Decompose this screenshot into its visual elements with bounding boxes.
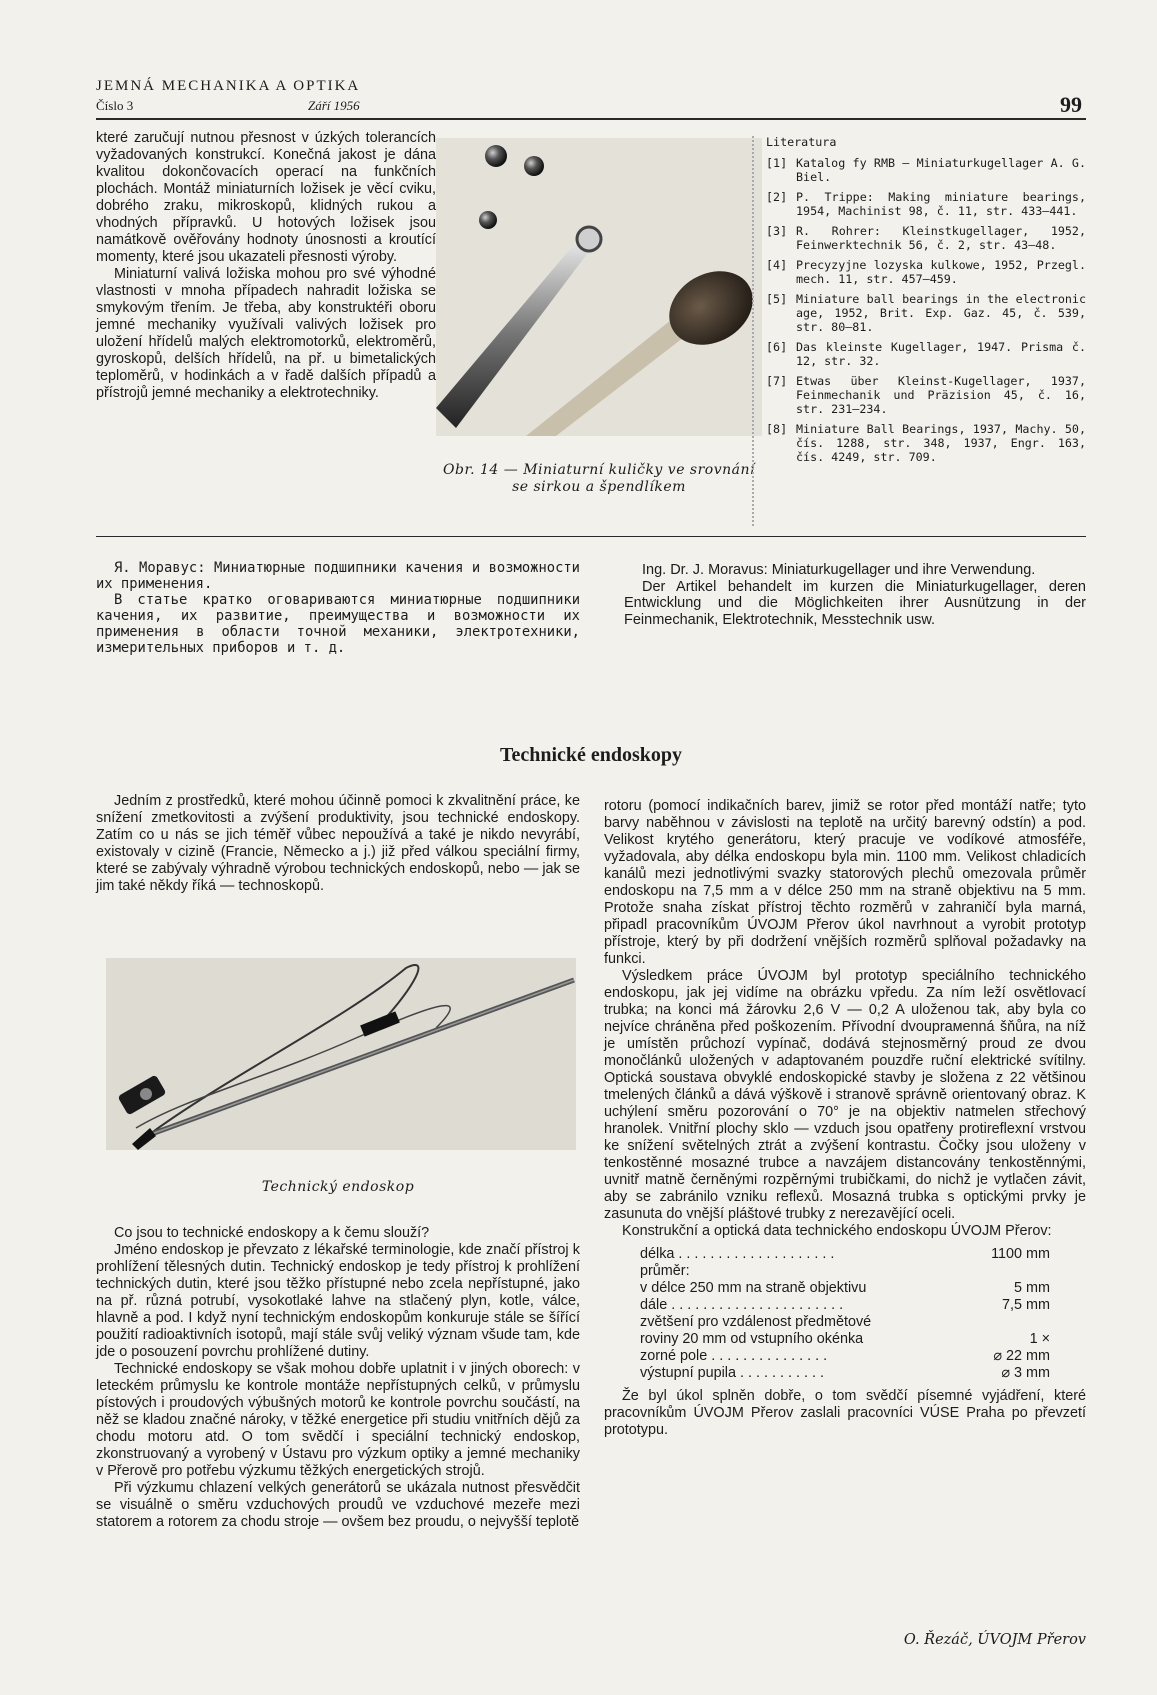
summary-de-body: Der Artikel behandelt im kurzen die Miniaturkugellager, deren Entwicklung und die Möglichkeiten ihrer Ausnützung in der Feinmechanik, Elektrotechnik, Messtechnik usw.	[624, 578, 1086, 628]
reference-item: [8] Miniature Ball Bearings, 1937, Machy. 50, čís. 1288, str. 348, 1937, Engr. 163, čís. 4249, str. 709.	[766, 422, 1086, 464]
page-number: 99	[1060, 92, 1082, 117]
spec-row: roviny 20 mm od vstupního okénka 1 ×	[640, 1331, 1050, 1347]
reference-item: [6] Das kleinste Kugellager, 1947. Prisma č. 12, str. 32.	[766, 340, 1086, 368]
issue-date: Září 1956	[308, 98, 360, 113]
photo-technical-endoscope	[106, 958, 576, 1150]
figure-caption-14: Obr. 14 — Miniaturní kuličky ve srovnání se sirkou a špendlíkem	[443, 462, 755, 495]
article2-left-para-3: Technické endoskopy se však mohou dobře uplatnit i v jiných oborech: v leteckém průmyslu ke kontrole montáže nepřístupných celků, v průmyslu pístových i proudových výbušných motorů ke kontrole povrchu součástí, na něž se kladou značné nároky, v těžké energetice při studiu vnitřních dějů za chodu motoru atd. O tom svědčí i speciální technický endoskop, zkonstruovaný a vyrobený v Ústavu pro výzkum optiky a jemné mechaniky v Přerově pro potřebu výzkumu těžkých energetických strojů.	[96, 1361, 580, 1479]
article2-left-para-4: Při výzkumu chlazení velkých generátorů se ukázala nutnost přesvědčit se visuálně o směru vzduchových proudů ve vzduchové mezeře mezi statorem a rotorem za chodu stroje — ovšem bez proudu, o nejvyšší teplotě	[96, 1480, 580, 1530]
summary-russian	[96, 560, 580, 656]
reference-item: [7] Etwas über Kleinst-Kugellager, 1937, Feinmechanik und Präzision 45, č. 16, str. 231—234.	[766, 374, 1086, 416]
figure-caption-endoscope: Technický endoskop	[261, 1179, 415, 1195]
article1-column	[96, 130, 436, 402]
column-separator	[752, 136, 754, 526]
article2-title: Technické endoskopy	[499, 744, 683, 766]
issue-number: Číslo 3	[96, 98, 134, 113]
spec-row: průměr:	[640, 1263, 690, 1279]
spec-row: zorné pole . . . . . . . . . . . . . . . ⌀ 22 mm	[640, 1348, 1050, 1364]
summary-german	[624, 562, 1086, 628]
issue-line	[96, 98, 360, 114]
summary-de-title: Ing. Dr. J. Moravus: Miniaturkugellager und ihre Verwendung.	[642, 562, 1036, 578]
spec-table	[640, 1246, 1050, 1382]
literature-list	[766, 135, 1086, 470]
spec-row: dále . . . . . . . . . . . . . . . . . . . . . . 7,5 mm	[640, 1297, 1050, 1313]
article2-left-para-1: Co jsou to technické endoskopy a k čemu slouží?	[114, 1225, 430, 1241]
spec-row: zvětšení pro vzdálenost předmětové	[640, 1314, 872, 1330]
article2-right-column	[604, 798, 1086, 1439]
spec-row: výstupní pupila . . . . . . . . . . . ⌀ 3 mm	[640, 1365, 1050, 1381]
header-rule	[96, 118, 1086, 120]
author-signature: O. Řezáč, ÚVOJM Přerov	[903, 1632, 1086, 1648]
spec-row: délka . . . . . . . . . . . . . . . . . . . . 1100 mm	[640, 1246, 1050, 1262]
reference-item: [4] Precyzyjne lozyska kulkowe, 1952, Przegl. mech. 11, str. 457—459.	[766, 258, 1086, 286]
journal-title: JEMNÁ MECHANIKA A OPTIKA	[96, 78, 361, 94]
literature-heading: Literatura	[766, 135, 837, 149]
article1-para-2: Miniaturní valivá ložiska mohou pro své výhodné vlastnosti v mnoha případech nahradit ložiska se smykovým třením. Je třeba, aby konstruktéři oboru jemné mechaniky využívali valivých ložisek pro uložení hřídelů malých elektromotorků, elektroměrů, gyroskopů, delších hřídelů, na př. u bimetalických teploměrů, v hodinkách a v řadě dalších případů a přístrojů jemné mechaniky a elektrotechniky.	[96, 266, 436, 401]
summary-ru-title: Я. Моравус: Миниатюрные подшипники качения и возможности их применения.	[96, 560, 580, 592]
article1-para-1: které zaručují nutnou přesnost v úzkých tolerancích vyžadovaných konstrukcí. Konečná jakost je dána kvalitou dokončovacích operací na funkčních plochách. Montáž miniaturních ložisek je věcí cviku, dobrého zraku, mikroskopů, klidných rukou a vhodných přípravků. U hotových ložisek jsou namátkově ověřovány hodnoty únosnosti a kroutící momenty, které jsou ukazateli přesnosti výroby.	[96, 130, 436, 265]
reference-item: [1] Katalog fy RMB — Miniaturkugellager A. G. Biel.	[766, 156, 1086, 184]
article2-right-para-2: Výsledkem práce ÚVOJM byl prototyp speciálního technického endoskopu, jak jej vidíme na obrázku vpředu. Za ním leží osvětlovací trubka; na konci má žárovku 2,6 V — 0,2 A uloženou tak, aby byla co nejvíce chráněna před poškozením. Přívodní dvouprамenná šňůra, na níž je umístěn průchozí vypínač, dodává stejnosměrný proud ze dvou monočlánků uložených v adaptovaném pouzdře ruční elektrické svítilny. Optická soustava obvyklé endoskopické stavby je složena z 22 většinou tmelených článků a dává výškově i stranově správně orientovaný obraz. K uchýlení směru pozorování o 70° je na objektiv natmelen střechový hranolek. Vnitřní plochy sklo — vzduch jsou opatřeny protireflexní vrstvou ke snížení světelných ztrát a zvýšení kontrastu. Čočky jsou uloženy v tenkostěnné mosazné trubce a navzájem distancovány tenkostěnnými, uvnitř matně černěnými rozpěrnými trubičkami, do nichž je vytlačen závit, aby se zabránilo vzniku reflexů. Mosazná trubka s optickými prvky je zasunuta do vnější pláštové trubky z nerezavějící oceli.	[604, 968, 1086, 1222]
article2-right-para-3: Konstrukční a optická data technického endoskopu ÚVOJM Přerov:	[622, 1223, 1052, 1239]
spec-row: v délce 250 mm na straně objektivu 5 mm	[640, 1280, 1050, 1296]
photo-miniature-balls	[436, 138, 762, 436]
article2-right-para-1: rotoru (pomocí indikačních barev, jimiž se rotor před montáží natře; tyto barvy naběhnou v závislosti na teplotě na určitý barevný odstín) a pod. Velikost krytého generátoru, který pracuje ve vodíkové atmosféře, vyžadovala, aby délka endoskopu byla min. 1100 mm. Velikost chladicích kanálů mezi jednotlivými svazky statorových plechů omezovala průměr endoskopu na 7,5 mm a v délce 250 mm na straně objektivu na 5 mm. Protože snaha získat přístroj těchto rozměrů v zahraničí byla marná, připadl pracovníkům ÚVOJM Přerov úkol navrhnout a vyrobit prototyp přístroje, který by při dodržení vnějších rozměrů splňoval požadavky na funkci.	[604, 798, 1086, 967]
article2-left-column	[96, 1225, 580, 1531]
summary-rule	[96, 536, 1086, 537]
reference-item: [5] Miniature ball bearings in the electronic age, 1952, Brit. Exp. Gaz. 45, č. 539, str. 80—81.	[766, 292, 1086, 334]
reference-item: [3] R. Rohrer: Kleinstkugellager, 1952, Feinwerktechnik 56, č. 2, str. 43—48.	[766, 224, 1086, 252]
summary-ru-body: В статье кратко оговариваются миниатюрные подшипники качения, их развитие, преимущества и возможности их применения в области точной механики, электротехники, измерительных приборов и т. д.	[96, 592, 580, 656]
article2-left-para-2: Jméno endoskop je převzato z lékařské terminologie, kde značí přístroj k prohlížení tělesných dutin. Technický endoskop je tedy přístroj k prohlížení technických dutin, které jsou těžko přístupné nebo zcela nepřístupné, jako na př. různá potrubí, vysokotlaké lahve na stlačený plyn, kotle, válce, hlavně a pod. I když nyní technickým endoskopům konkuruje stále se šířící použití radioaktivních isotopů, mají stále svůj veliký význam všude tam, kde jde o posouzení povrchu prohlížené dutiny.	[96, 1242, 580, 1360]
article2-closing: Že byl úkol splněn dobře, o tom svědčí písemné vyjádření, které pracovníkům ÚVOJM Přerov zaslali pracovníci VÚSE Praha po převzetí prototypu.	[604, 1388, 1086, 1438]
reference-item: [2] P. Trippe: Making miniature bearings, 1954, Machinist 98, č. 11, str. 433—441.	[766, 190, 1086, 218]
article2-intro-para: Jedním z prostředků, které mohou účinně pomoci k zkvalitnění práce, ke snížení zmetkovitosti a zvýšení produktivity, jsou technické endoskopy. Zatím co u nás se jich téměř vůbec nepoužívá a také je nikdo nevyrábí, existovaly v cizině (Francie, Německo a j.) již před válkou speciální firmy, které se zabývaly výhradně výrobou technických endoskopů, nebo — jak se jim také někdy říká — technoskopů.	[96, 793, 580, 894]
article2-intro	[96, 793, 580, 895]
